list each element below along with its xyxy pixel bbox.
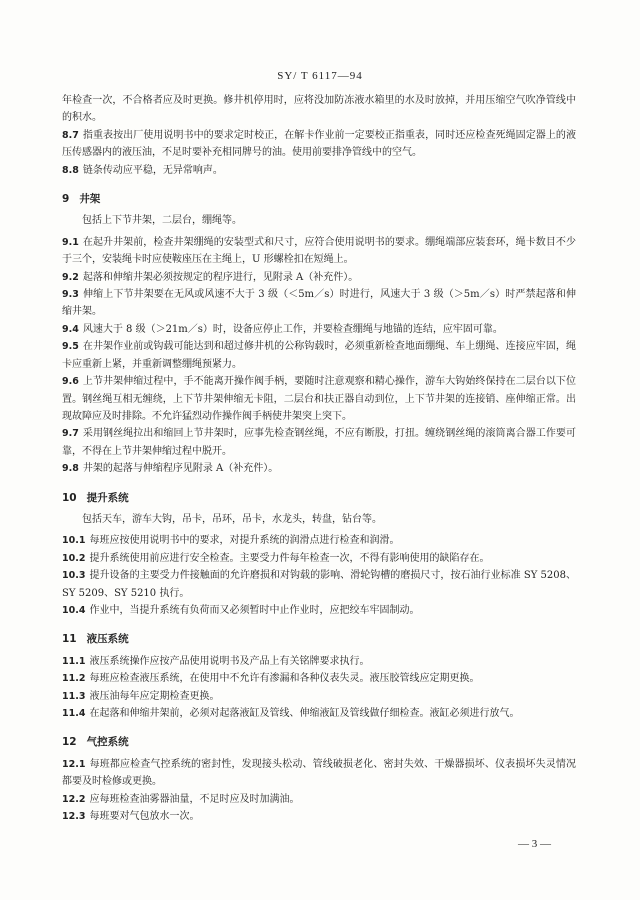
clause-number: 9.2 — [62, 271, 79, 283]
clause-9-4 — [62, 321, 576, 338]
clause-text: 每班要对气包放水一次。 — [89, 811, 200, 823]
clause-number: 9.1 — [62, 236, 79, 248]
clause-number: 9.7 — [62, 428, 79, 440]
clause-text: 每班应检查液压系统，在使用中不允许有渗漏和各种仪表失灵。液压胶管线应定期更换。 — [89, 673, 480, 685]
page-number: — 3 — — [518, 838, 551, 850]
clause-text: 作业中，当提升系统有负荷而又必须暂时中止作业时，应把绞车牢固制动。 — [89, 604, 420, 616]
clause-number: 9.6 — [62, 376, 79, 388]
clause-11-1 — [62, 653, 576, 670]
section-heading-10 — [62, 490, 576, 507]
clause-10-2 — [62, 550, 576, 567]
clause-text: 在起落和伸缩井架前，必须对起落液缸及管线、伸缩液缸及管线做仔细检查。液缸必须进行放气。 — [89, 708, 520, 719]
clause-number: 8.7 — [62, 129, 79, 141]
clause-number: 11.1 — [62, 655, 86, 667]
section-heading-12 — [62, 734, 576, 751]
clause-11-3 — [62, 688, 576, 705]
clause-text: 每班应按使用说明书中的要求，对提升系统的润滑点进行检查和润滑。 — [89, 535, 400, 547]
clause-text: 风速大于 8 级（＞21m／s）时，设备应停止工作，并要检查绷绳与地锚的连结，应牢固可靠。 — [82, 323, 503, 335]
clause-9-2 — [62, 269, 576, 286]
standard-code-header: SY/ T 6117—94 — [277, 70, 363, 82]
section-intro: 包括上下节井架，二层台，绷绳等。 — [82, 215, 242, 227]
clause-number: 9.4 — [62, 323, 79, 335]
clause-number: 11.2 — [62, 673, 86, 685]
clause-number: 12.1 — [62, 758, 86, 770]
clause-text: 液压油每年应定期检查更换。 — [89, 690, 220, 702]
clause-text: 应每班检查油雾器油量，不足时应及时加满油。 — [89, 793, 300, 805]
clause-9-5 — [62, 338, 576, 373]
clause-number: 10.2 — [62, 552, 86, 564]
clause-11-2 — [62, 670, 576, 687]
clause-text: 提升设备的主要受力件接触面的允许磨损和对钩载的影响、滑轮钩槽的磨损尺寸，按石油行业标准 SY 5208、SY 5209、SY 5210 执行。 — [62, 570, 576, 599]
clause-text: 指重表按出厂使用说明书中的要求定时校正，在解卡作业前一定要校正指重表，同时还应检查死绳固定器上的液压传感器内的液压油，不足时要补充相同牌号的油。使用前要排净管线中的空气。 — [62, 129, 576, 159]
clause-text: 提升系统使用前应进行安全检查。主要受力件每年检查一次，不得有影响使用的缺陷存在。 — [89, 552, 490, 564]
clause-10-1 — [62, 532, 576, 549]
section-title: 液压系统 — [86, 633, 129, 646]
page-content — [62, 92, 576, 825]
section-heading-11 — [62, 631, 576, 648]
section-title: 气控系统 — [86, 736, 129, 749]
clause-9-1 — [62, 234, 576, 269]
clause-9-7 — [62, 425, 576, 460]
section-intro: 包括天车，游车大钩，吊卡，吊环，吊卡，水龙头，转盘，钻台等。 — [82, 513, 382, 525]
clause-text: 上节井架伸缩过程中，手不能离开操作阀手柄，要随时注意观察和精心操作，游车大钩始终保持在二层台以下位置。钢丝绳互相无缠绕，上下节井架伸缩无卡阻，二层台和扶正器自动到位，上下节井架的连接销、座伸缩正常。出现故障应及时排除。不允许猛烈动作操作阀手柄使井架突上突下。 — [62, 376, 576, 422]
section-number: 11 — [62, 633, 77, 646]
clause-9-6 — [62, 373, 576, 425]
clause-text: 起落和伸缩井架必须按规定的程序进行，见附录 A（补充件）。 — [82, 271, 359, 283]
clause-text: 链条传动应平稳，无异常响声。 — [82, 164, 223, 176]
clause-12-1 — [62, 756, 576, 791]
clause-text: 井架的起落与伸缩程序见附录 A（补充件）。 — [82, 463, 279, 475]
section-title: 井架 — [79, 193, 101, 206]
clause-12-2 — [62, 791, 576, 808]
section-heading-9 — [62, 191, 576, 208]
clause-number: 12.3 — [62, 811, 86, 823]
clause-number: 11.3 — [62, 690, 86, 702]
clause-10-4 — [62, 602, 576, 619]
continuation-paragraph: 年检查一次，不合格者应及时更换。修井机停用时，应将没加防冻液水箱里的水及时放掉，并用压缩空气吹净管线中的积水。 — [62, 95, 576, 124]
clause-number: 10.4 — [62, 604, 86, 616]
section-title: 提升系统 — [86, 491, 129, 504]
clause-9-3 — [62, 286, 576, 321]
clause-number: 12.2 — [62, 793, 86, 805]
clause-number: 10.3 — [62, 570, 86, 582]
section-number: 9 — [62, 193, 70, 206]
clause-11-4 — [62, 705, 576, 722]
clause-text: 伸缩上下节井架要在无风或风速不大于 3 级（＜5m／s）时进行，风速大于 3 级（＞5m／s）时严禁起落和伸缩井架。 — [62, 289, 576, 318]
clause-number: 9.5 — [62, 341, 79, 353]
clause-text: 液压系统操作应按产品使用说明书及产品上有关铭牌要求执行。 — [89, 655, 370, 667]
clause-text: 在起升井架前，检查井架绷绳的安装型式和尺寸，应符合使用说明书的要求。绷绳端部应装套环，绳卡数目不少于三个，安装绳卡时应使鞍座压在主绳上，U 形螺栓扣在短绳上。 — [62, 236, 576, 266]
clause-text: 在井架作业前或钩载可能达到和超过修井机的公称钩载时，必须重新检查地面绷绳、车上绷绳、连接应牢固，绳卡应重新上紧，并重新调整绷绳预紧力。 — [62, 341, 576, 370]
section-number: 10 — [62, 491, 77, 504]
clause-number: 10.1 — [62, 535, 86, 547]
clause-10-3 — [62, 567, 576, 602]
clause-number: 9.3 — [62, 289, 79, 301]
clause-text: 采用钢丝绳拉出和缩回上节井架时，应事先检查钢丝绳，不应有断股，打扭。缠绕钢丝绳的滚筒离合器工作要可靠，不得在上节井架伸缩过程中脱开。 — [62, 428, 576, 457]
clause-number: 9.8 — [62, 463, 79, 475]
clause-12-3 — [62, 808, 576, 825]
clause-number: 8.8 — [62, 164, 79, 176]
section-number: 12 — [62, 736, 77, 749]
clause-text: 每班都应检查气控系统的密封性，发现接头松动、管线破损老化、密封失效、干燥器损坏、仪表损坏失灵情况都要及时检修或更换。 — [62, 758, 576, 788]
clause-8-8 — [62, 162, 576, 179]
clause-8-7 — [62, 127, 576, 162]
clause-number: 11.4 — [62, 708, 86, 719]
clause-9-8 — [62, 460, 576, 477]
